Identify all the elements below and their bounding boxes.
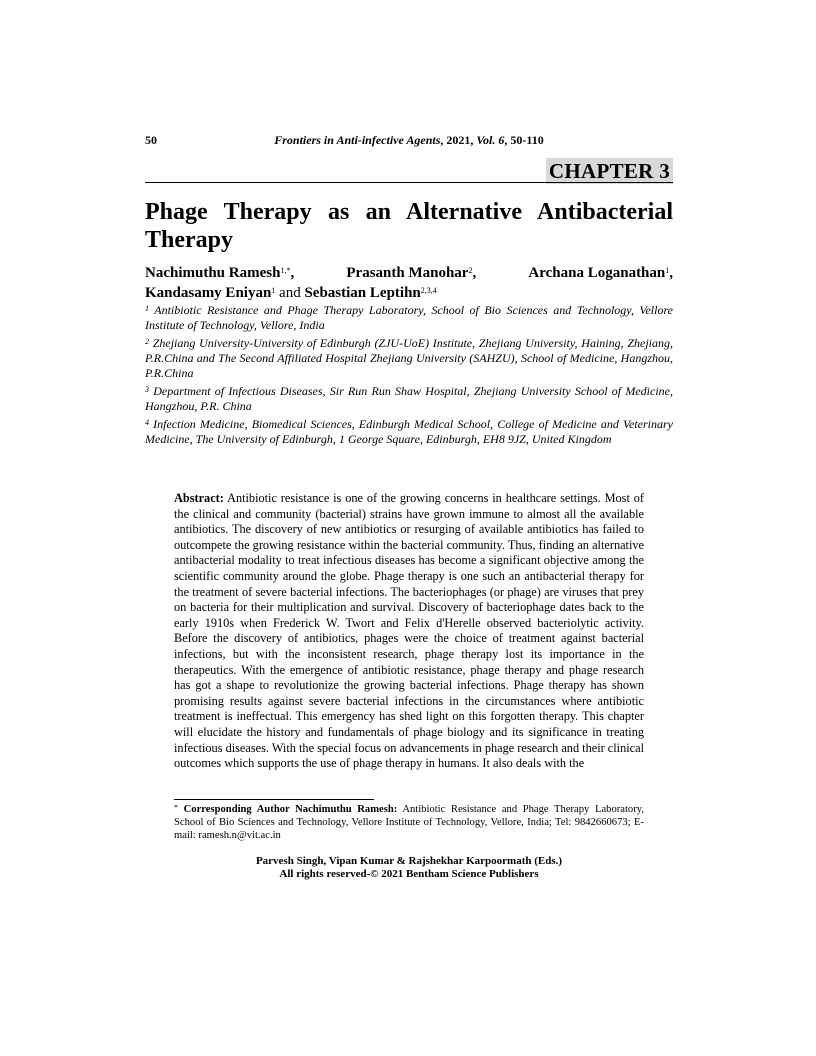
author-separator: and: [275, 285, 305, 301]
author: Sebastian Leptihn$^{2,3,4}$: [304, 285, 437, 301]
abstract-heading: Abstract:: [174, 491, 224, 505]
chapter-label: CHAPTER 3: [546, 158, 673, 184]
journal-volume: Vol. 6: [476, 133, 505, 147]
footnote-label: Corresponding Author Nachimuthu Ramesh:: [183, 804, 398, 815]
author-line-1: [145, 263, 673, 283]
editors-line: Parvesh Singh, Vipan Kumar & Rajshekhar Karpoormath (Eds.): [255, 855, 563, 867]
abstract: [174, 491, 644, 772]
author: Prasanth Manohar$^2$,: [346, 265, 477, 281]
header-rule: [145, 182, 673, 183]
publisher-block: [145, 855, 673, 881]
page-number: 50: [145, 133, 157, 147]
author-list: [145, 263, 673, 303]
author: Kandasamy Eniyan$^1$: [145, 285, 276, 301]
affiliations: [145, 303, 673, 450]
chapter-title: Phage Therapy as an Alternative Antibacterial Therapy: [145, 199, 673, 253]
affiliation: $^3$ Department of Infectious Diseases, Sir Run Run Shaw Hospital, Zhejiang University School of Medicine, Hangzhou, P.R. China: [145, 384, 673, 413]
author-line-2: [145, 283, 673, 303]
journal-pages: , 50-110: [504, 133, 544, 147]
affiliation: $^4$ Infection Medicine, Biomedical Sciences, Edinburgh Medical School, College of Medicine and Veterinary Medicine, The University of Edinburgh, 1 George Square, Edinburgh, EH8 9JZ, United Kingdom: [145, 417, 674, 446]
author: Archana Loganathan$^1$,: [528, 265, 673, 281]
rights-line: All rights reserved-© 2021 Bentham Science Publishers: [279, 868, 539, 880]
footnote-rule: [174, 799, 374, 800]
footnote-text: Antibiotic Resistance and Phage Therapy Laboratory, School of Bio Sciences and Technology, Vellore Institute of Technology, Vellore, India; Tel: 9842660673; E-mail: ramesh.n@vit.ac.in: [174, 804, 644, 841]
affiliation: $^2$ Zhejiang University-University of Edinburgh (ZJU-UoE) Institute, Zhejiang University, Haining, Zhejiang, P.R.China and The Second Affiliated Hospital Zhejiang University (SAHZU), School of Medicine, Hangzhou, P.R.China: [145, 336, 673, 380]
journal-year: , 2021,: [440, 133, 477, 147]
affiliation: $^1$ Antibiotic Resistance and Phage Therapy Laboratory, School of Bio Sciences and Technology, Vellore Institute of Technology, Vellore, India: [145, 303, 673, 332]
journal-citation: [145, 133, 673, 148]
abstract-text: Antibiotic resistance is one of the growing concerns in healthcare settings. Most of the clinical and community (bacterial) strains have grown immune to almost all the available antibiotics. The discovery of new antibiotics or resurging of available antibiotics has failed to outcompete the growing resistance within the bacterial community. Thus, finding an alternative antibacterial modality to treat infectious diseases has become a significant objective among the scientific community around the globe. Phage therapy is one such an antibacterial therapy for the treatment of severe bacterial infections. The bacteriophages (or phage) are viruses that prey on bacteria for their multiplication and survival. Discovery of bacteriophage dates back to the early 1910s when Frederick W. Twort and Felix d'Herelle observed bacteriolytic activity. Before the discovery of antibiotics, phages were the choice of treatment against bacterial infections, but with the inconsistent research, phage therapy lost its importance in the therapeutics. With the emergence of antibiotic resistance, phage therapy and phage research has got a shape to revolutionize the growing bacterial infections. Phage therapy has shown promising results against severe bacterial infections in the circumstances where antibiotic treatment is ineffectual. This emergency has shed light on this forgotten therapy. This chapter will elucidate the history and fundamentals of phage biology and its significance in treating infectious diseases. With the special focus on advancements in phage research and their clinical outcomes which supports the use of phage therapy in humans. It also deals with the: [174, 491, 644, 771]
running-header: [145, 133, 673, 149]
author: Nachimuthu Ramesh$^{1,*}$,: [145, 265, 295, 281]
journal-name: Frontiers in Anti-infective Agents: [274, 133, 441, 147]
corresponding-author-footnote: * Corresponding Author Nachimuthu Ramesh: Antibiotic Resistance and Phage Therapy Laboratory, School of Bio Sciences and Technology, Vellore Institute of Technology, Vellore, India; Tel: 9842660673; E-mail: ramesh.n@vit.ac.in: [174, 803, 644, 841]
